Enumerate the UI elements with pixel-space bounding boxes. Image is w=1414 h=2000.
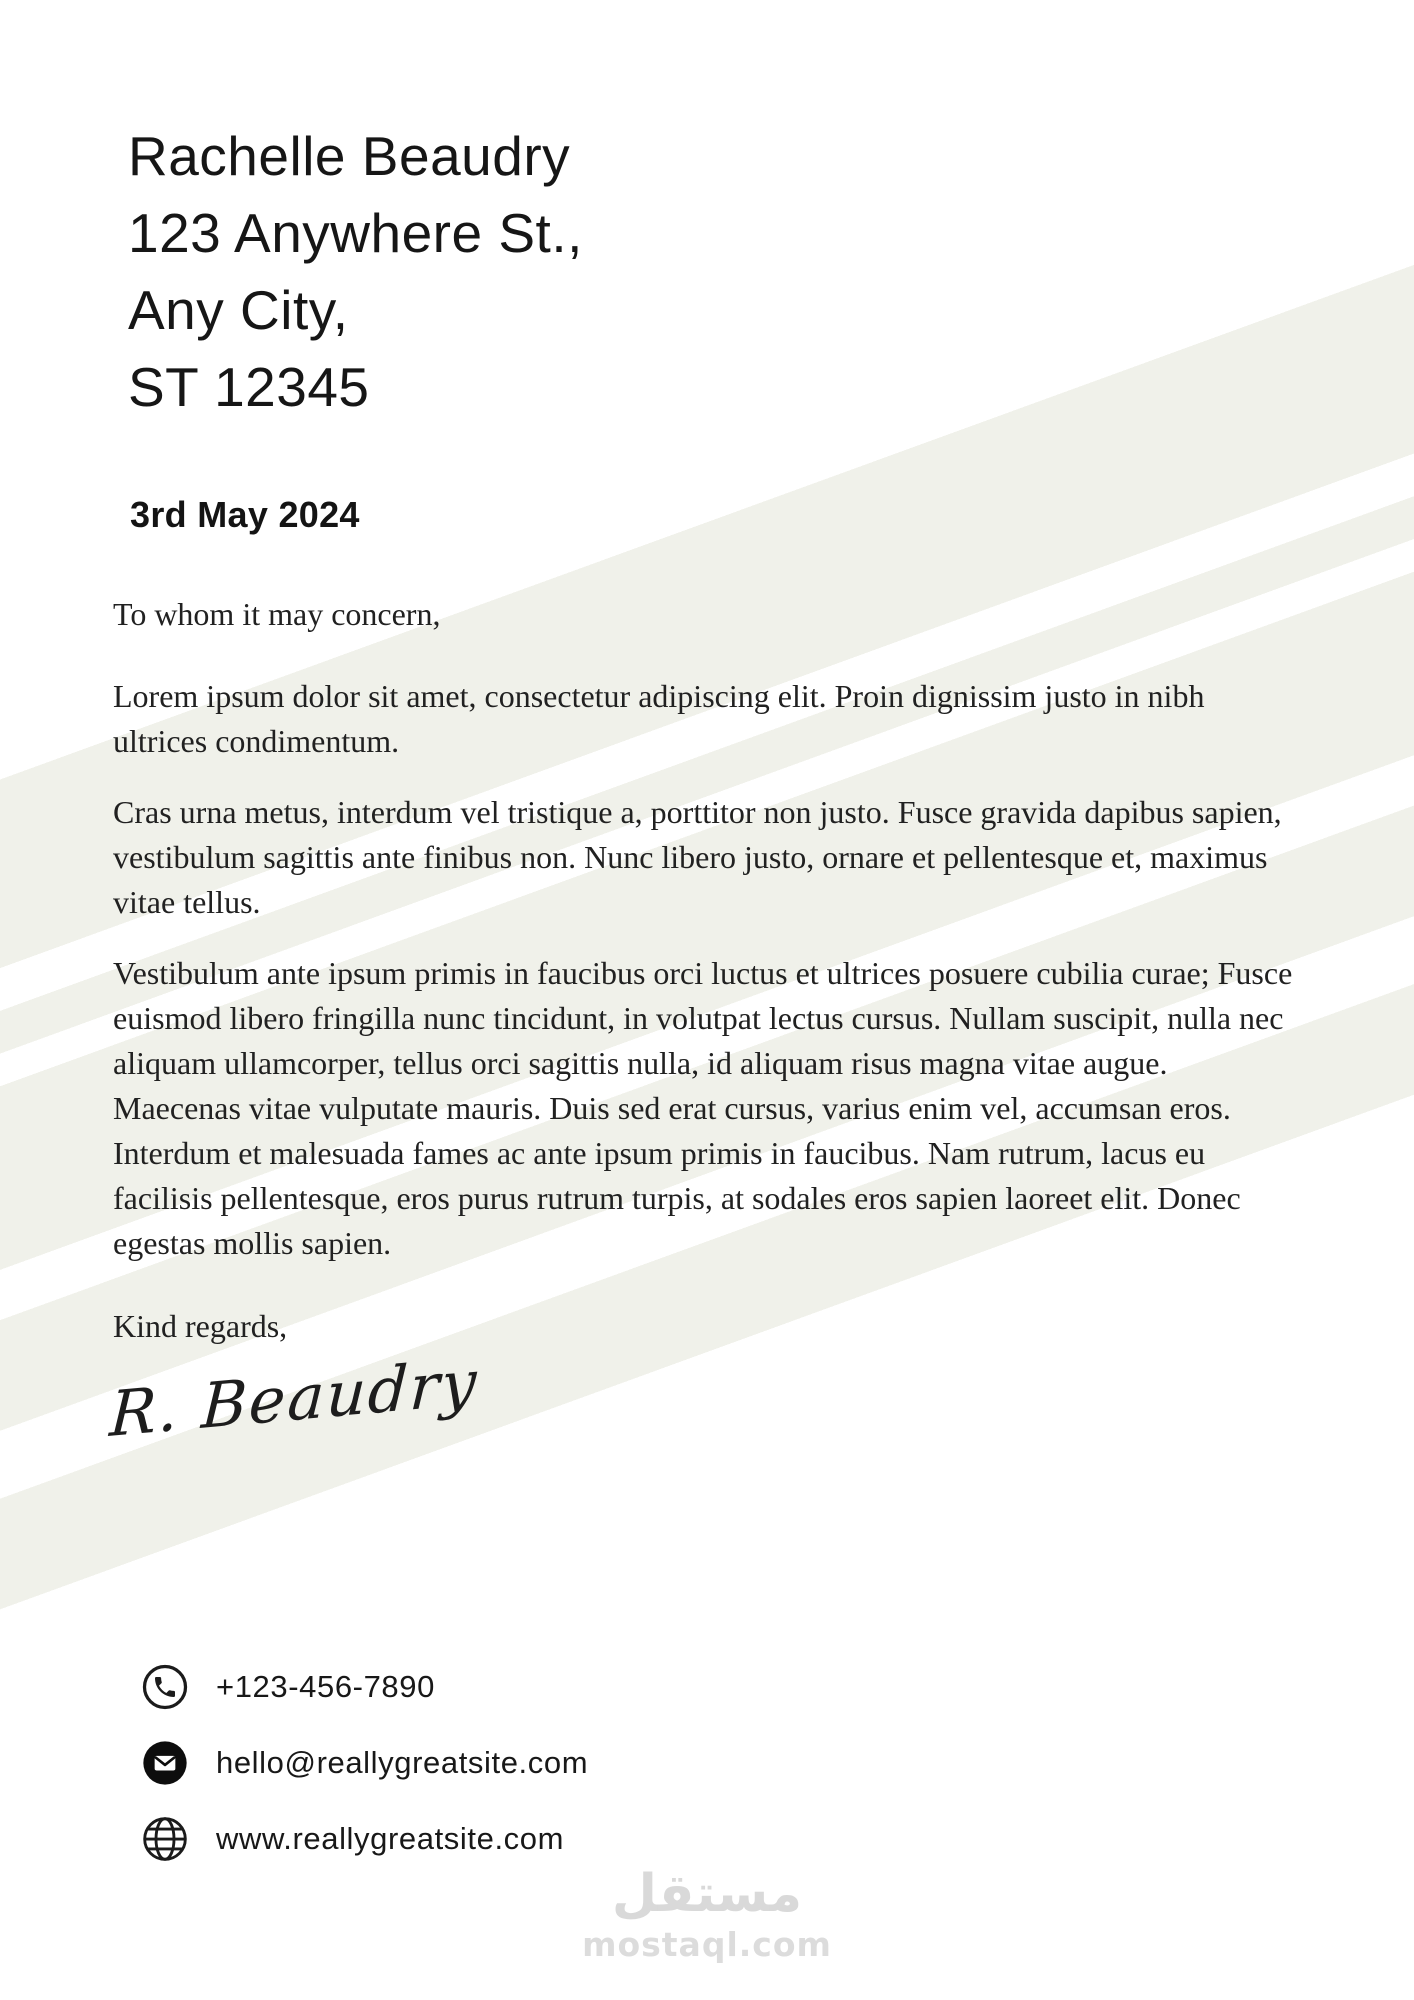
- contact-row-email: [142, 1740, 588, 1786]
- paragraph-1: Lorem ipsum dolor sit amet, consectetur adipiscing elit. Proin dignissim justo in nibh ultrices condimentum.: [113, 678, 1205, 759]
- sender-address-line-2: Any City,: [128, 279, 349, 341]
- globe-icon: [142, 1816, 188, 1862]
- salutation: To whom it may concern,: [113, 596, 441, 632]
- watermark-arabic-logo: مستقل: [611, 1864, 803, 1924]
- contact-block: [142, 1664, 588, 1862]
- email-icon: [142, 1740, 188, 1786]
- watermark-domain: mostaql.com: [582, 1925, 832, 1964]
- watermark: [0, 1864, 1414, 1964]
- letter-body: [113, 592, 1303, 1292]
- sender-address-line-3: ST 12345: [128, 356, 370, 418]
- contact-row-website: [142, 1816, 588, 1862]
- contact-row-phone: [142, 1664, 588, 1710]
- phone-number: +123-456-7890: [216, 1669, 435, 1704]
- sender-block: [128, 118, 583, 426]
- paragraph-2: Cras urna metus, interdum vel tristique a, porttitor non justo. Fusce gravida dapibus sapien, vestibulum sagittis ante finibus non. Nunc libero justo, ornare et pellentesque et, maximus vitae tellus.: [113, 794, 1282, 920]
- email-address: hello@reallygreatsite.com: [216, 1745, 589, 1780]
- letter-date: 3rd May 2024: [130, 494, 360, 535]
- paragraph-3: Vestibulum ante ipsum primis in faucibus orci luctus et ultrices posuere cubilia curae; Fusce euismod libero fringilla nunc tincidunt, in volutpat lectus cursus. Nullam suscipit, nulla nec aliquam ullamcorper, tellus orci sagittis nulla, id aliquam risus magna vitae augue. Maecenas vitae vulputate mauris. Duis sed erat cursus, varius enim vel, accumsan eros. Interdum et malesuada fames ac ante ipsum primis in faucibus. Nam rutrum, lacus eu facilisis pellentesque, eros purus rutrum turpis, at sodales eros sapien laoreet elit. Donec egestas mollis sapien.: [113, 955, 1293, 1261]
- handwritten-signature: R. Beaudry: [108, 1345, 481, 1451]
- website-url: www.reallygreatsite.com: [216, 1821, 565, 1856]
- closing-line: Kind regards,: [113, 1308, 288, 1344]
- sender-name: Rachelle Beaudry: [128, 125, 571, 187]
- phone-icon: [142, 1664, 188, 1710]
- sender-address-line-1: 123 Anywhere St.,: [128, 202, 583, 264]
